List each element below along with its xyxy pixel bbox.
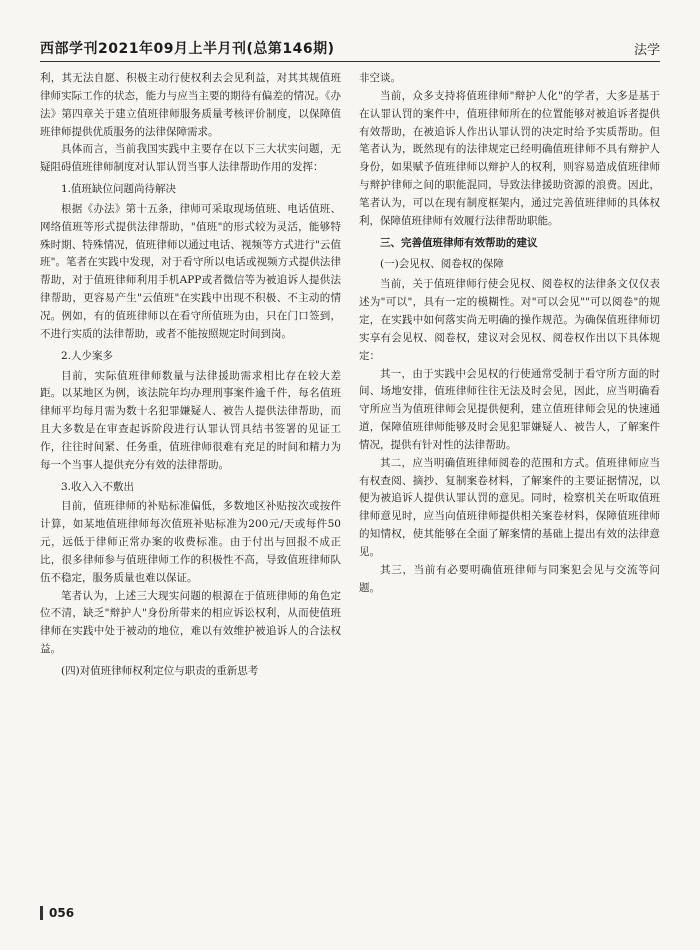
left-column-paragraph: 具体而言，当前我国实践中主要存在以下三大状实问题，无疑阻碍值班律师制度对认罪认罚当事人法律帮助作用的发挥： [40,143,341,174]
left-column-heading: 2.人少案多 [61,349,114,362]
left-column-heading: (四)对值班律师权利定位与职责的重新思考 [61,665,259,677]
right-column-heading: (一)会见权、阅卷权的保障 [380,258,504,271]
left-column-heading: 1.值班缺位问题尚待解决 [61,183,177,196]
left-column-paragraph: 根据《办法》第十五条，律师可采取现场值班、电话值班、网络值班等形式提供法律帮助，"值班"的形式较为灵活，能够特殊时期、特殊情况，值班律师以通过电话、视频等方式进行"云值班"。笔者在实践中发现，对于看守所以电话或视频方式提供法律帮助，对于值班律师利用手机APP或者微信等为被追诉人提供法律帮助，更容易产生"云值班"在实践中出现不积极、不主动的情况。例如，有的值班律师以在看守所值班为由，只在门口签到，不进行实质的法律帮助，或者不能按照规定时间到岗。 [40,202,341,340]
footer-mark [40,906,43,920]
right-column-paragraph: 非空谈。 [359,72,401,84]
left-column [40,70,341,880]
page-header [40,30,660,62]
section-label: 法学 [633,43,660,58]
right-column-paragraph: 当前，关于值班律师行使会见权、阅卷权的法律条文仅仅表述为"可以"，具有一定的模糊性。对"可以会见""可以阅卷"的规定，在实践中如何落实尚无明确的操作规范。为确保值班律师切实享有会见权、阅卷权，建议对会见权、阅卷权作出以下具体规定： [359,278,660,362]
journal-title: 西部学刊2021年09月上半月刊(总第146期) [40,41,335,57]
page-number: 056 [49,906,75,920]
left-column-heading: 3.收入入不敷出 [61,480,135,493]
right-column-paragraph: 其二，应当明确值班律师阅卷的范围和方式。值班律师应当有权查阅、摘抄、复制案卷材料，了解案件的主要证据情况，以便为被追诉人提供认罪认罚的意见。同时，检察机关在听取值班律师意见时，应当向值班律师提供相关案卷材料，保障值班律师的知情权，使其能够在全面了解案情的基础上提出有效的法律意见。 [359,456,660,558]
right-column-paragraph: 当前，众多支持将值班律师"辩护人化"的学者，大多是基于在认罪认罚的案件中，值班律师所在的位置能够对被追诉者提供有效帮助，在被追诉人作出认罪认罚的决定时给予实质帮助。但笔者认为，既然现有的法律规定已经明确值班律师不具有辩护人身份，如果赋予值班律师以辩护人的权利，则容易造成值班律师与辩护律师之间的职能混同，导致法律援助资源的浪费。因此，笔者认为，可以在现有制度框架内，通过完善值班律师的具体权利，保障值班律师有效履行法律帮助职能。 [359,89,660,227]
right-column-paragraph: 其三，当前有必要明确值班律师与同案犯会见与交流等问题。 [359,563,660,594]
article-body [40,70,660,880]
left-column-paragraph: 目前，实际值班律师数量与法律援助需求相比存在较大差距。以某地区为例，该法院年均办理刑事案件逾千件，每名值班律师平均每月需为数十名犯罪嫌疑人、被告人提供法律帮助，而且大多数是在审查起诉阶段进行认罪认罚具结书签署的见证工作，往往时间紧、任务重，值班律师很难有充足的时间和精力为每一个当事人提供充分有效的法律帮助。 [40,369,341,471]
left-column-paragraph: 笔者认为，上述三大现实问题的根源在于值班律师的角色定位不清，缺乏"辩护人"身份所带来的相应诉讼权利，从而使值班律师在实践中处于被动的地位，难以有效维护被追诉人的合法权益。 [40,589,341,656]
left-column-paragraph: 目前，值班律师的补贴标准偏低，多数地区补贴按次或按件计算，如某地值班律师每次值班补贴标准为200元/天或每件50元，远低于律师正常办案的收费标准。由于付出与回报不成正比，很多律师参与值班律师工作的积极性不高，导致值班律师队伍不稳定，服务质量也难以保证。 [40,500,341,584]
left-column-paragraph: 利，其无法自愿、积极主动行使权利去会见利益，对其其规值班律师实际工作的状态，能力与应当主要的期待有偏差的情况。《办法》第四章关于建立值班律师服务质量考核评价制度，以保障值班律师提供优质服务的法律保障需求。 [40,72,341,138]
right-column [359,70,660,880]
page-footer [40,906,74,920]
right-column-heading: 三、完善值班律师有效帮助的建议 [380,236,538,249]
right-column-paragraph: 其一，由于实践中会见权的行使通常受制于看守所方面的时间、场地安排，值班律师往往无法及时会见，因此，应当明确看守所应当为值班律师会见提供便利，建立值班律师会见的快速通道，保障值班律师能够及时会见犯罪嫌疑人、被告人，了解案件情况，提供有针对性的法律帮助。 [359,367,660,451]
